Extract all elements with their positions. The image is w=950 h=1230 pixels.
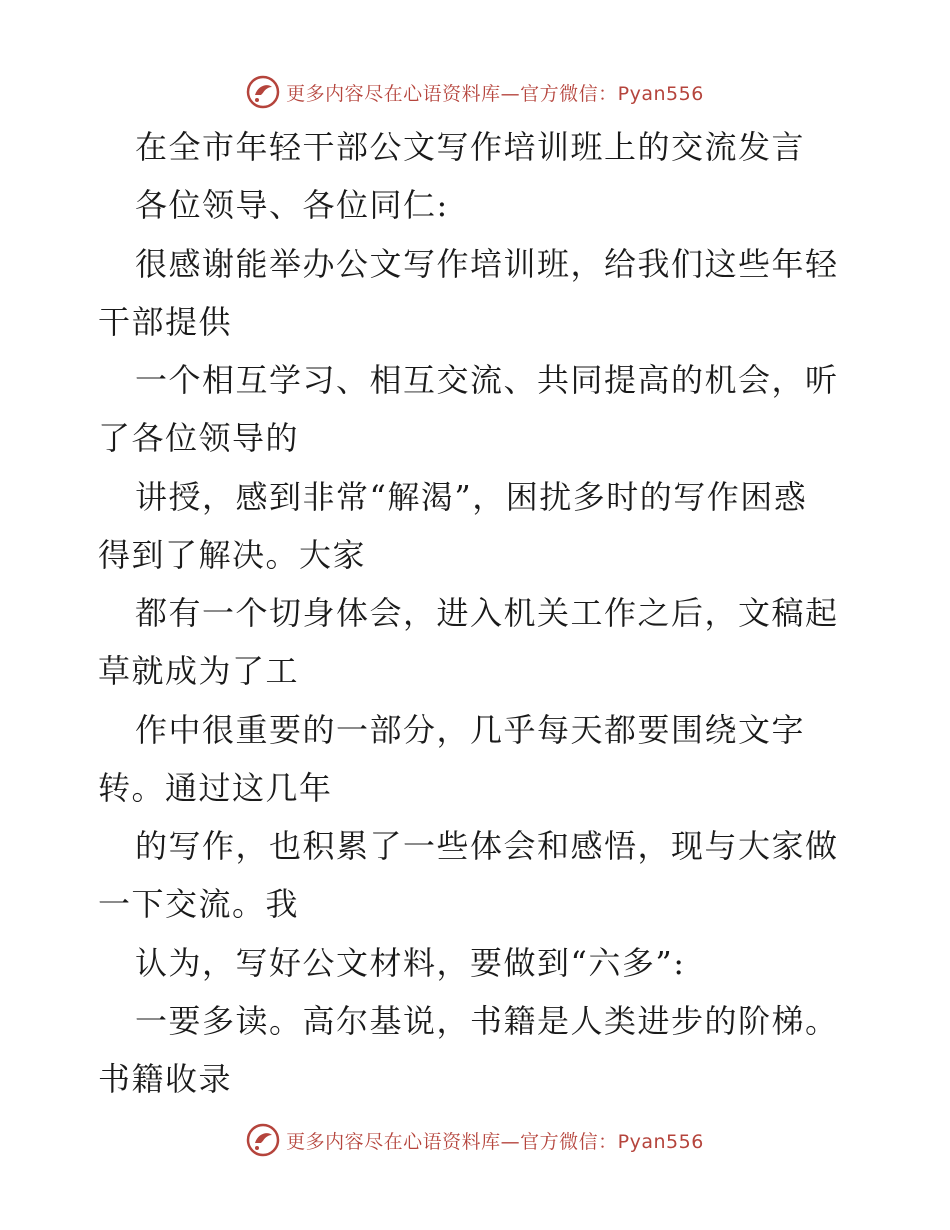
paragraph-line: 书籍收录 xyxy=(98,1060,233,1098)
paragraph-line: 得到了解决。大家 xyxy=(98,536,367,574)
watermark-text: 更多内容尽在心语资料库—官方微信：Pyan556 xyxy=(286,82,704,105)
paragraph-line: 认为，写好公文材料，要做到“六多”: xyxy=(135,944,686,982)
paragraph-line: 转。通过这几年 xyxy=(98,769,333,807)
paragraph-line: 很感谢能举办公文写作培训班，给我们这些年轻 xyxy=(135,245,839,283)
document-title: 在全市年轻干部公文写作培训班上的交流发言 xyxy=(135,128,806,166)
paragraph-line: 都有一个切身体会，进入机关工作之后，文稿起 xyxy=(135,594,839,632)
paragraph-line: 讲授，感到非常“解渴”，困扰多时的写作困惑 xyxy=(135,478,808,516)
watermark-footer xyxy=(0,1118,950,1162)
paragraph-line: 一个相互学习、相互交流、共同提高的机会，听 xyxy=(135,361,839,399)
watermark-text: 更多内容尽在心语资料库—官方微信：Pyan556 xyxy=(286,1130,704,1153)
brand-logo-icon xyxy=(246,75,280,109)
salutation: 各位领导、各位同仁: xyxy=(135,186,449,224)
paragraph-line: 一要多读。高尔基说，书籍是人类进步的阶梯。 xyxy=(135,1002,839,1040)
paragraph-line: 干部提供 xyxy=(98,303,233,341)
paragraph-line: 一下交流。我 xyxy=(98,885,300,923)
paragraph-line: 作中很重要的一部分，几乎每天都要围绕文字 xyxy=(135,711,806,749)
paragraph-line: 了各位领导的 xyxy=(98,419,300,457)
paragraph-line: 草就成为了工 xyxy=(98,652,300,690)
brand-logo-icon xyxy=(246,1123,280,1157)
paragraph-line: 的写作，也积累了一些体会和感悟，现与大家做 xyxy=(135,827,839,865)
watermark-header xyxy=(0,70,950,114)
